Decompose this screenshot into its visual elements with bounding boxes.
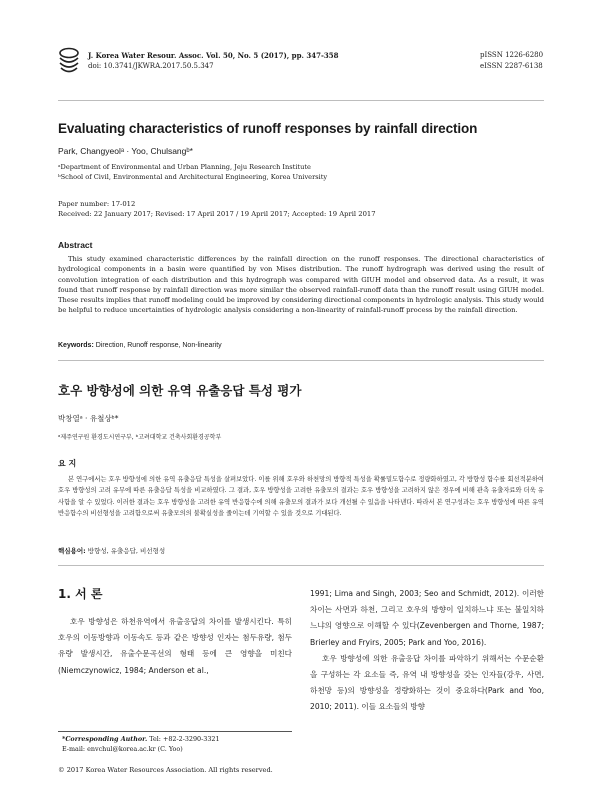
pissn: pISSN 1226-6280 — [480, 51, 544, 59]
journal-header — [56, 44, 544, 84]
journal-info — [88, 50, 338, 72]
korean-abstract-text: 본 연구에서는 호우 방향성에 의한 유역 유출응답 특성을 살펴보았다. 이를 위해 호우와 하천망의 방향적 특성을 확률밀도함수로 정량화하였고, 각 방향성 함수를 회선적분하여 호우 방향성의 고려 유무에 따른 유출응답 특성을 비교하였다. 그 결과, 호우 방향성을 고려한 유출모의 결과는 호우 방향성을 고려하지 않은 경우에 비해 관측 유출자료와 더욱 유사함을 알 수 있었다. 이러한 결과는 호우 방향성을 고려한 유역 반응함수에 의해 유출모의 결과가 보다 개선될 수 있음을 나타낸다. 따라서 본 연구성과는 호우 방향성에 따른 유역 반응함수의 비선형성을 고려함으로써 유출모의의 불확실성을 줄이는데 기여할 수 있을 것으로 기대된다. — [58, 476, 544, 518]
korean-abstract-heading: 요 지 — [58, 459, 77, 468]
eissn: eISSN 2287-6138 — [480, 62, 543, 70]
corresponding-author-footnote — [62, 734, 220, 754]
keywords — [58, 342, 222, 349]
keywords-values: Direction, Runoff response, Non-linearity — [93, 342, 222, 349]
doi: doi: 10.3741/JKWRA.2017.50.5.347 — [88, 62, 214, 70]
abstract-heading: Abstract — [58, 240, 93, 250]
footnote-email: E-mail: envchul@korea.ac.kr (C. Yoo) — [62, 745, 183, 753]
body-right-column — [310, 586, 544, 716]
paper-dates: Received: 22 January 2017; Revised: 17 April 2017 / 19 April 2017; Accepted: 19 April 2017 — [58, 210, 376, 218]
footnote-divider — [58, 731, 292, 732]
body-divider — [58, 565, 544, 566]
footnote-tel: Tel: +82-2-3290-3321 — [147, 735, 220, 743]
korean-keywords-label: 핵심용어: — [58, 547, 86, 555]
header-divider — [58, 100, 544, 101]
body-paragraph: 1991; Lima and Singh, 2003; Seo and Schmidt, 2012). 이러한 차이는 사면과 하천, 그리고 호우의 방향이 일치하느냐 또는 불일치하느냐의 영향으로 이해할 수 있다(Zevenbergen and Thorne, 1987; Brierley and Fryirs, 2005; Park and Yoo, 2016). — [310, 589, 544, 647]
journal-citation: J. Korea Water Resour. Assoc. Vol. 50, No. 5 (2017), pp. 347-358 — [88, 51, 339, 60]
body-paragraph: 호우 방향성에 의한 유출응답 차이를 파악하기 위해서는 수문순환을 구성하는 각 요소들 즉, 유역 내 방향성을 갖는 인자들(강우, 사면, 하천망 등)의 방향성을 정량화하는 것이 중요하다(Park and Yoo, 2010; 2011). 이들 요소들의 방향 — [310, 653, 544, 712]
issn-block — [480, 50, 544, 72]
journal-logo-icon — [56, 46, 82, 76]
authors: Park, Changyeolᵃ · Yoo, Chulsangᵇ* — [58, 146, 193, 156]
keywords-label: Keywords: — [58, 342, 94, 349]
korean-keywords — [58, 546, 165, 555]
abstract-text: This study examined characteristic differences by the rainfall direction on the runoff responses. The directional characteristics of hydrological components in a basin were quantified by von Mises distribution. The runoff hydrograph was derived using the result of convolution integration of each distribution and this hydrograph was compared with GIUH model and observed data. As a result, it was found that runoff response by rainfall direction was more similar the observed rainfall-runoff data than the runoff result using GIUH model. These results implies that runoff modeling could be improved by considering directional components in hydrologic analysis. This study would be helpful to reduce uncertainties of hydrologic analysis considering a non-linearity of rainfall-runoff process by the rainfall direction. — [58, 255, 544, 315]
footnote-label: *Corresponding Author. — [62, 735, 148, 743]
korean-title: 호우 방향성에 의한 유역 유출응답 특성 평가 — [58, 383, 302, 398]
affiliation-2: ᵇSchool of Civil, Environmental and Architectural Engineering, Korea University — [58, 173, 328, 181]
section-heading: 1. 서 론 — [58, 587, 103, 601]
affiliation-1: ᵃDepartment of Environmental and Urban Planning, Jeju Research Institute — [58, 163, 311, 171]
body-left-column — [58, 586, 292, 679]
korean-authors: 박창열ᵃ · 유철상ᵇ* — [58, 414, 119, 423]
section-divider — [58, 360, 544, 361]
korean-keywords-values: 방향성, 유출응답, 비선형성 — [85, 547, 166, 555]
copyright: © 2017 Korea Water Resources Association. All rights reserved. — [58, 766, 273, 774]
paper-number: Paper number: 17-012 — [58, 200, 136, 208]
paper-title: Evaluating characteristics of runoff responses by rainfall direction — [58, 121, 478, 136]
body-paragraph: 호우 방향성은 하천유역에서 유출응답의 차이를 발생시킨다. 특히 호우의 이동방향과 이동속도 등과 같은 방향성 인자는 첨두유량, 첨두유량 발생시간, 유출수문곡선의 형태 등에 큰 영향을 미친다(Niemczynowicz, 1984; Anderson et al., — [58, 617, 292, 675]
korean-affiliation: ᵃ제주연구원 환경도시연구부, ᵇ고려대학교 건축사회환경공학부 — [58, 434, 222, 441]
